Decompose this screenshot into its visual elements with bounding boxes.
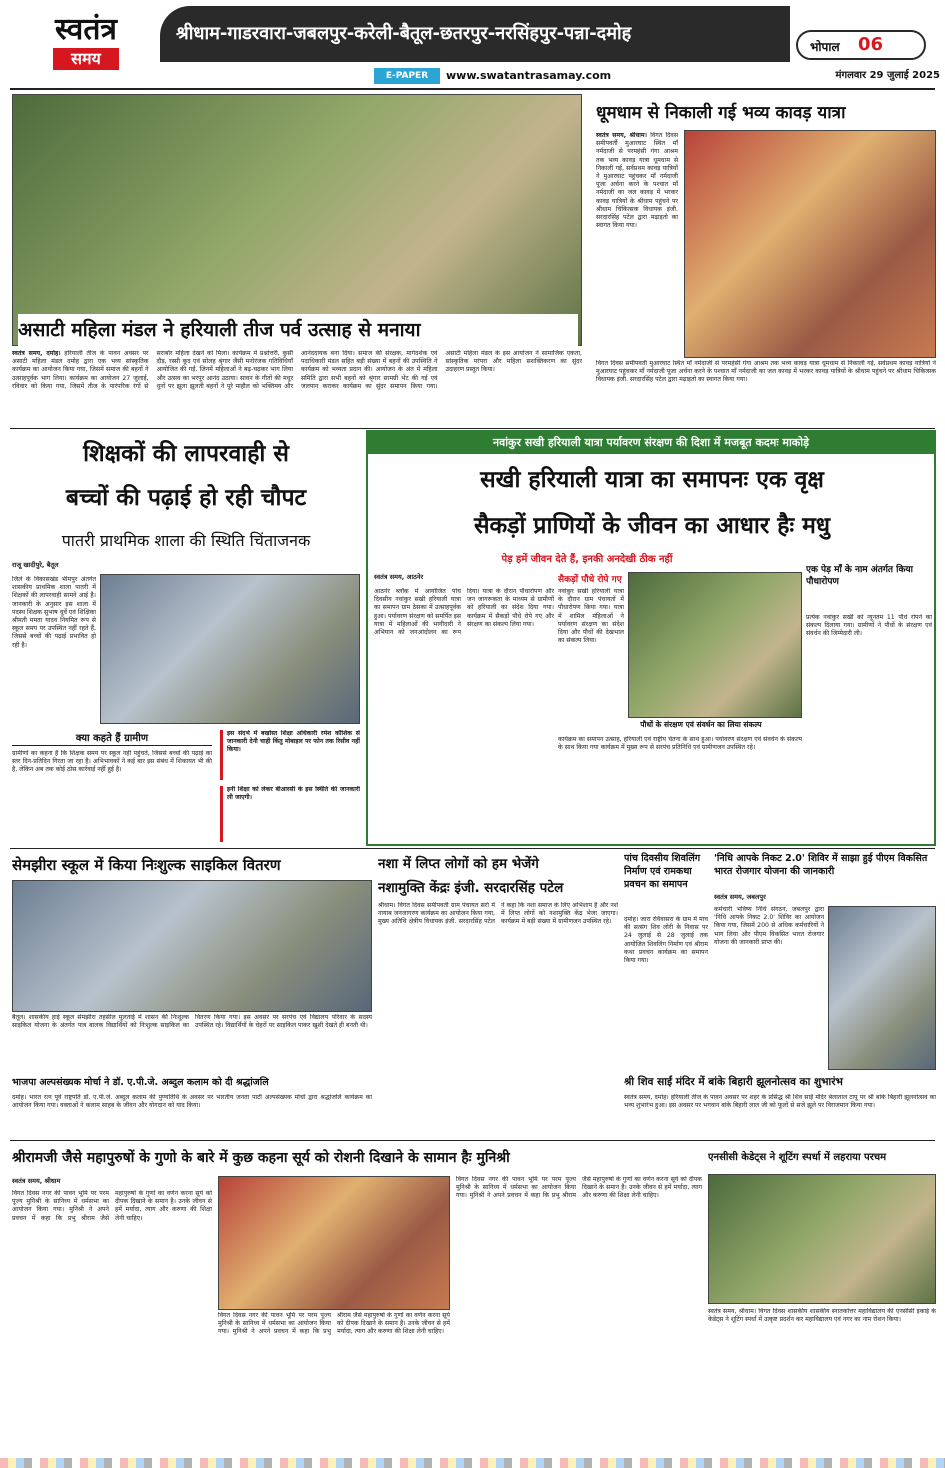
- teej-body: [12, 350, 582, 424]
- jhula-body: स्वतंत्र समय, दमोह। हरियाली तीज के पावन अवसर पर शहर के प्रसिद्ध श्री शिव साईं मंदिर बेलाताल टापू पर श्री बांके बिहारी झूलनोत्सव का भव्य शुभारंभ हुआ। इस अवसर पर भगवान बांके बिहारी लाल जी को फूलों से सजे झूले पर विराजमान किया गया।: [624, 1094, 936, 1110]
- masthead: [0, 0, 945, 92]
- nasha-body: श्रीधाम। विगत दिवस समीपवर्ती ग्राम पंचायत सर्रा में नायाब जनजागरण कार्यक्रम का आयोजन किया गया, मुख्य अतिथि क्षेत्रीय विधायक इंजी. सरदारसिंह पटेल ने कहा कि नशा समाज के लिए अभिशाप है और नशे में लिप्त लोगों को नशामुक्ति केंद्र भेजा जाएगा। कार्यक्रम में बड़ी संख्या में ग्रामीणजन उपस्थित रहे।: [378, 902, 618, 926]
- logo-bottom-text: समय: [53, 48, 119, 70]
- sakhi-side2-head: एक पेड़ माँ के नाम अंतर्गत किया पौधारोपण: [806, 565, 913, 587]
- logo: [22, 12, 150, 82]
- teej-dateline: स्वतंत्र समय, दमोह।: [12, 350, 61, 357]
- sakhi-kicker: नवांकुर सखी हरियाली यात्रा पर्यावरण संरक्षण की दिशा में मजबूत कदमः माकोड़े: [368, 432, 934, 454]
- sakhi-photo-caption: पौधों के संरक्षण एवं संवर्धन का लिया संकल्प: [600, 720, 802, 734]
- kavad-headline: धूमधाम से निकाली गई भव्य कावड़ यात्रा: [596, 103, 846, 123]
- ncc-body: स्वतंत्र समय, श्रीधाम। विगत दिवस शासकीय शासकीय स्नातकोत्तर महाविद्यालय की एनसीसी इकाई के केडेट्स ने शूटिंग स्पर्धा में उत्कृष्ट प्रदर्शन कर महाविद्यालय एवं नगर का नाम रोशन किया।: [708, 1308, 936, 1324]
- page-number: 06: [858, 34, 884, 55]
- kalam-headline: भाजपा अल्पसंख्यक मोर्चा ने डॉ. ए.पी.जे. अब्दुल कलाम को दी श्रद्धांजलि: [12, 1077, 269, 1088]
- sakhi-side2-text: प्रत्येक नवांकुर सखी को न्यूनतम 11 पौधे रोपने का संकल्प दिलाया गया। ग्रामीणों ने पौधों के संरक्षण एवं संवर्धन की जिम्मेदारी ली।: [806, 614, 932, 638]
- shivir-body: दमोह। जारा रविवासरा के ग्राम में माघ की सत्संग शिव लोरी के निवास पर 24 जुलाई से 28 जुलाई तक आयोजित शिवलिंग निर्माण एवं श्रीराम कथा प्रवचन कार्यक्रम का समापन किया गया।: [624, 916, 708, 965]
- kavad-body-bottom: विगत दिवस समीपवर्ती मुआरघाट स्थित माँ नर्मदाजी से परमहंसी गंगा आश्रम तक भव्य कावड़ यात्रा धूमधाम से निकाली गई, सर्वप्रथम कावड़ यात्रियों ने मुआरघाट पहुंचकर माँ नर्मदाजी पूजा अर्चना करने के पश्चात माँ नर्मदाजी का जल कावड़ में भरकर कावड़ यात्रियों के श्रीधाम पहुंचने पर श्रीधाम चिकित्सक विधायक इंजी. सरदारसिंह पटेल द्वारा मढ़ाइतो का स्वागत किया गया।: [596, 360, 936, 384]
- nidhi-photo: [828, 906, 936, 1070]
- teachers-quote-2: इनी शिक्षा को लेकर बीआरसी के इस स्थिति की जानकारी ली जाएगी।: [220, 786, 360, 842]
- sakhi-photo: [628, 572, 802, 718]
- teachers-subhead: पातरी प्राथमिक शाला की स्थिति चिंताजनक: [61, 531, 311, 550]
- sakhi-bottom-text: कार्यक्रम का समापन उत्साह, हरियाली एवं राष्ट्रीय चेतना के साथ हुआ। पर्यावरण संरक्षण एवं संवर्धन के संकल्प के साथ किया गया कार्यक्रम में मुख्य रूप से सरपंच प्रतिनिधि एवं ग्रामीणजन उपस्थित रहे।: [558, 736, 802, 752]
- nidhi-body: कर्मचारी भविष्य निधि संगठन, जबलपुर द्वारा 'निधि आपके निकट 2.0' शिविर का आयोजन किया गया, जिसमें 200 से अधिक कर्मचारियों ने भाग लिया और पीएम विकसित भारत रोजगार योजना की जानकारी प्राप्त की।: [714, 906, 824, 946]
- nidhi-headline: 'निधि आपके निकट 2.0' शिविर में साझा हुई पीएम विकसित भारत रोजगार योजना की जानकारी: [714, 853, 928, 877]
- kalam-body: दमोह। भारत रत्न पूर्व राष्ट्रपति डॉ. ए.पी.जे. अब्दुल कलाम की पुण्यतिथि के अवसर पर भारतीय जनता पार्टी अल्पसंख्यक मोर्चा द्वारा श्रद्धांजलि कार्यक्रम का आयोजन किया गया। वक्ताओं ने कलाम साहब के जीवन और योगदान को याद किया।: [12, 1094, 372, 1110]
- cycle-photo: [12, 880, 372, 1012]
- ncc-headline: एनसीसी केडेट्स ने शूटिंग स्पर्धा में लहराया परचम: [708, 1152, 887, 1163]
- teej-text: हरियाली तीज के पावन अवसर पर असाटी महिला मंडल दमोह द्वारा एक भव्य सांस्कृतिक कार्यक्रम का आयोजन किया गया, जिसमें समाज की बहनों ने उत्साहपूर्वक भाग लिया। कार्यक्रम का आयोजन 27 जुलाई, रविवार को किया गया, जिसमें तीज के पारंपरिक रंगों से सराबोर महिला देखने को मिला। कार्यक्रम में प्रश्नोत्तरी, कुर्सी दौड़, रस्सी कूद एवं सोलह श्रृंगार जैसी मनोरंजक गतिविधियाँ आयोजित की गईं, जिनमें महिलाओं ने बढ़-चढ़कर भाग लिया और उत्सव का भरपूर आनंद उठाया। सावन के गीतों की मधुर धुनों पर झूला झूलती बहनों ने पूरे माहौल को भक्तिमय और आनंददायक बना दिया। समाज की संरक्षक, मार्गदर्शक एवं पदाधिकारी मंडल सहित बड़ी संख्या में बहनों की उपस्थिति ने कार्यक्रम को भव्यता प्रदान की। आयोजन के अंत में महिला समिति द्वारा सभी बहनों को श्रृंगार सामग्री भेंट की गई एवं जलपान कराकर कार्यक्रम का सुंदर समापन किया गया। असाटी महिला मंडल के इस आयोजन ने सामाजिक एकता, सांस्कृतिक परंपरा और महिला सशक्तिकरण का सुंदर उदाहरण प्रस्तुत किया।: [12, 350, 582, 390]
- nasha-headline-2: नशामुक्ति केंद्रः इंजी. सरदारसिंह पटेल: [378, 880, 564, 896]
- city-list: श्रीधाम-गाडरवारा-जबलपुर-करेली-बैतूल-छतरपुर-नरसिंहपुर-पन्ना-दमोह: [176, 23, 632, 44]
- sakhi-side1-text: नवांकुर सखी हरियाली यात्रा के दौरान ग्राम पंचायतों में पौधारोपण किया गया। यात्रा में शामिल महिलाओं ने पर्यावरण संरक्षण का संदेश दिया और पौधों की देखभाल का संकल्प लिया।: [558, 588, 624, 645]
- munishri-body-2: विगत दिवस नगर की पावन भूमि पर परम पूज्य मुनिश्री के सानिध्य में धर्मसभा का आयोजन किया गया। मुनिश्री ने अपने प्रवचन में कहा कि प्रभु श्रीराम जैसे महापुरुषों के गुणों का वर्णन करना सूर्य को दीपक दिखाने के समान है। उनके जीवन से हमें मर्यादा, त्याग और करुणा की शिक्षा लेनी चाहिए।: [218, 1312, 450, 1336]
- section-rule-3: [10, 1140, 935, 1141]
- registration-marks: [0, 1458, 945, 1468]
- teej-headline: असाटी महिला मंडल ने हरियाली तीज पर्व उत्साह से मनाया: [18, 314, 578, 346]
- shivir-headline: पांच दिवसीय शिवलिंग निर्माण एवं रामकथा प्रवचन का समापन: [624, 853, 701, 890]
- edition-name: भोपाल: [810, 40, 840, 54]
- city-banner: [160, 6, 790, 62]
- kavad-dateline: स्वतंत्र समय, श्रीधाम।: [596, 132, 647, 139]
- sakhi-headline-2: सैकड़ों प्राणियों के जीवन का आधार हैः मधु: [473, 513, 831, 539]
- teachers-headline-2: बच्चों की पढ़ाई हो रही चौपट: [65, 485, 307, 511]
- sakhi-byline: स्वतंत्र समय, आठनेर: [374, 573, 424, 581]
- teej-photo: [12, 94, 582, 346]
- teachers-photo: [100, 574, 360, 724]
- issue-date: मंगलवार 29 जुलाई 2025: [835, 70, 940, 81]
- teachers-byline: राजू खादीपुरे, बैतूल: [12, 561, 59, 569]
- jhula-headline: श्री शिव साईं मंदिर में बांके बिहारी झूलनोत्सव का शुभारंभ: [624, 1076, 843, 1088]
- kavad-photo: [684, 130, 936, 358]
- munishri-body-3: विगत दिवस नगर की पावन भूमि पर परम पूज्य मुनिश्री के सानिध्य में धर्मसभा का आयोजन किया गया। मुनिश्री ने अपने प्रवचन में कहा कि प्रभु श्रीराम जैसे महापुरुषों के गुणों का वर्णन करना सूर्य को दीपक दिखाने के समान है। उनके जीवन से हमें मर्यादा, त्याग और करुणा की शिक्षा लेनी चाहिए।: [456, 1176, 702, 1200]
- nasha-headline-1: नशा में लिप्त लोगों को हम भेजेंगे: [378, 856, 539, 872]
- munishri-byline: स्वतंत्र समय, श्रीधाम: [12, 1177, 61, 1185]
- sakhi-strap: पेड़ हमें जीवन देते हैं, इनकी अनदेखी ठीक नहीं: [501, 554, 673, 565]
- sakhi-body: आठनेर ब्लॉक में आयोजित पांच दिवसीय नवांकुर सखी हरियाली यात्रा का समापन ग्राम ठेसका में उत्साहपूर्वक हुआ। पर्यावरण संरक्षण को समर्पित इस यात्रा में महिलाओं की भागीदारी ने अभियान को जनआंदोलन का रूप दिया। यात्रा के दौरान पौधारोपण और जन जागरूकता के माध्यम से ग्रामीणों को हरियाली का संदेश दिया गया। कार्यक्रम में सैकड़ों पौधे रोपे गए और संरक्षण का संकल्प लिया गया।: [374, 588, 554, 637]
- website-link[interactable]: www.swatantrasamay.com: [446, 69, 612, 82]
- teachers-headline-1: शिक्षकों की लापरवाही से: [83, 441, 289, 467]
- teachers-quote-1: इस संदर्भ में बर्खास्त शिक्षा अधिकारी रमेश कौशिक से जानकारी देनी चाही किंतु मोबाइल पर फोन तक रिसीव नहीं किया।: [220, 730, 360, 780]
- munishri-photo: [218, 1176, 450, 1310]
- cycle-headline: सेमझीरा स्कूल में किया निःशुल्क साइकिल वितरण: [12, 856, 281, 874]
- teachers-box-head: क्या कहते हैं ग्रामीण: [12, 730, 212, 746]
- cycle-body: बैतूल। शासकीय हाई स्कूल सेमझीरा तहसील मुलताई में शासन की निःशुल्क साइकिल योजना के अंतर्गत पात्र बालक विद्यार्थियों को निःशुल्क साइकिल का वितरण किया गया। इस अवसर पर सरपंच एवं विद्यालय परिवार के सदस्य उपस्थित रहे। विद्यार्थियों के चेहरों पर साइकिल पाकर खुशी देखते ही बनती थी।: [12, 1014, 372, 1030]
- munishri-headline: श्रीरामजी जैसे महापुरुषों के गुणो के बारे में कुछ कहना सूर्य को रोशनी दिखाने के सामान हैः मुनिश्री: [12, 1150, 510, 1166]
- kavad-text: विगत दिवस समीपवर्ती मुआरघाट स्थित माँ नर्मदाजी से परमहंसी गंगा आश्रम तक भव्य कावड़ यात्रा धूमधाम से निकाली गई, सर्वप्रथम कावड़ यात्रियों ने मुआरघाट पहुंचकर माँ नर्मदाजी पूजा अर्चना करने के पश्चात माँ नर्मदाजी का जल कावड़ में भरकर कावड़ यात्रियों के श्रीधाम पहुंचने पर श्रीधाम चिकित्सक विधायक इंजी. सरदारसिंह पटेल द्वारा मढ़ाइतो का स्वागत किया गया।: [596, 132, 678, 230]
- ncc-photo: [708, 1174, 936, 1304]
- sakhi-side1-head: सैकड़ों पौधे रोपे गए: [558, 575, 622, 585]
- nidhi-byline: स्वतंत्र समय, जबलपुर: [714, 893, 766, 901]
- kavad-body: [596, 132, 678, 358]
- munishri-body: विगत दिवस नगर की पावन भूमि पर परम पूज्य मुनिश्री के सानिध्य में धर्मसभा का आयोजन किया गया। मुनिश्री ने अपने प्रवचन में कहा कि प्रभु श्रीराम जैसे महापुरुषों के गुणों का वर्णन करना सूर्य को दीपक दिखाने के समान है। उनके जीवन से हमें मर्यादा, त्याग और करुणा की शिक्षा लेनी चाहिए।: [12, 1190, 212, 1222]
- teachers-body: जिले के विकासखंड भीमपुर अंतर्गत शासकीय प्राथमिक शाला पातरी में शिक्षकों की लापरवाही सामने आई है। जानकारी के अनुसार इस शाला में पदस्थ शिक्षक सुभाष धुर्वे एवं शिक्षिका श्रीमती ममता यादव नियमित रूप से स्कूल समय पर उपस्थित नहीं रहते हैं, जिससे बच्चों की पढ़ाई प्रभावित हो रही है।: [12, 576, 96, 649]
- sakhi-headline-1: सखी हरियाली यात्रा का समापनः एक वृक्ष: [480, 467, 824, 493]
- edition-box: [796, 30, 926, 60]
- logo-top-text: स्वतंत्र: [54, 12, 117, 47]
- masthead-rule: [10, 88, 935, 90]
- epaper-label: E-PAPER: [374, 68, 440, 84]
- section-rule-1: [10, 428, 935, 429]
- section-rule-2: [10, 848, 935, 849]
- teachers-box-text: ग्रामीणों का कहना है कि शिक्षक समय पर स्कूल नहीं पहुंचते, जिससे बच्चों की पढ़ाई का स्तर दिन-प्रतिदिन गिरता जा रहा है। अभिभावकों ने कई बार इस संबंध में शिकायत भी की है, लेकिन अब तक कोई ठोस कार्रवाई नहीं हुई है।: [12, 750, 212, 774]
